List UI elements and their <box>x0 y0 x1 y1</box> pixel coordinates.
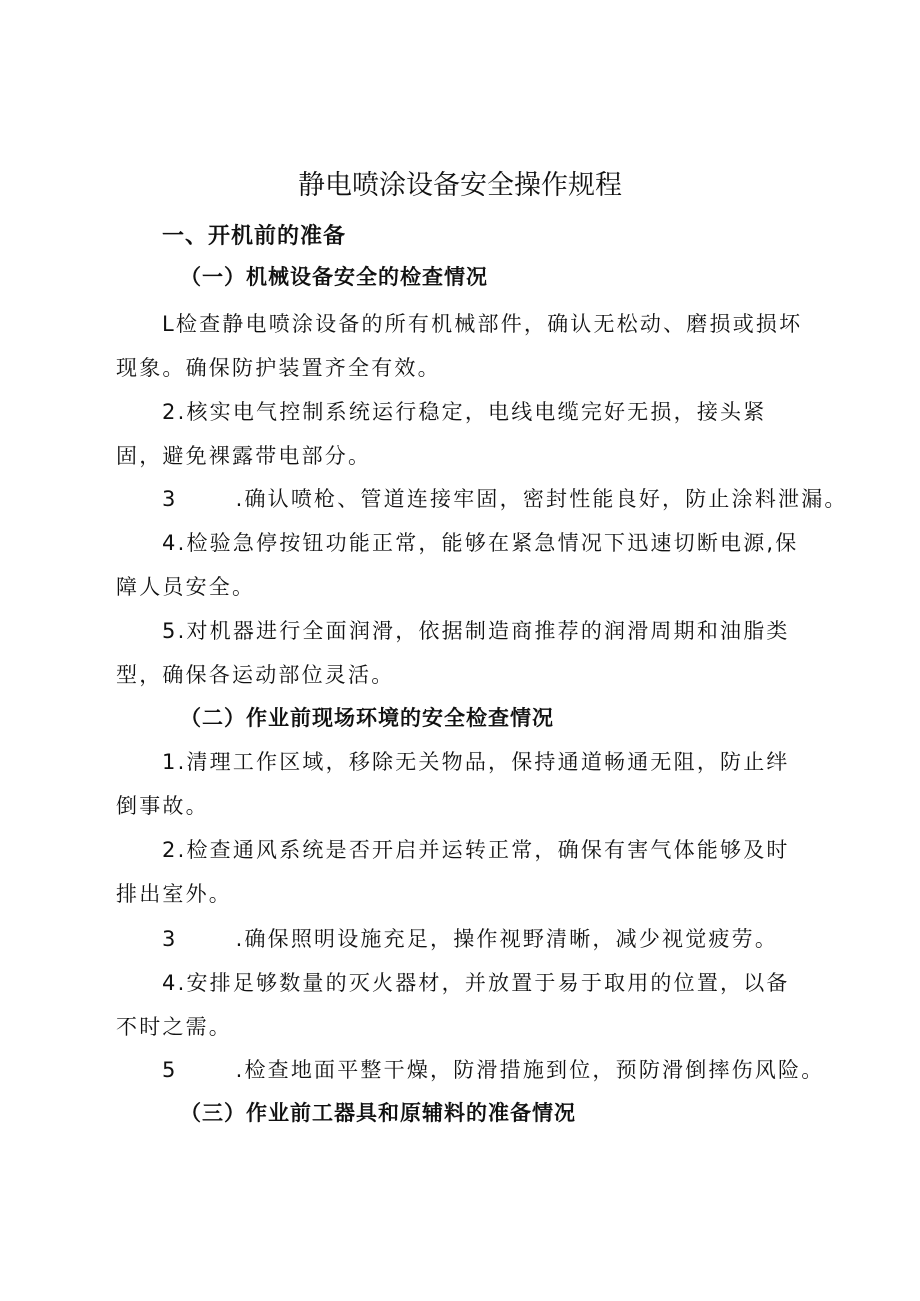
subsection-heading-environment: （二）作业前现场环境的安全检查情况 <box>180 706 554 730</box>
subsection-heading-tools-materials: （三）作业前工器具和原辅料的准备情况 <box>180 1101 576 1125</box>
document-title: 静电喷涂设备安全操作规程 <box>298 170 622 201</box>
item-number: 5 <box>162 1058 178 1082</box>
item-text: .安排足够数量的灭火器材，并放置于易于取用的位置，以备不时之需。 <box>116 971 790 1039</box>
paragraph-item <box>116 961 806 1049</box>
item-number: 4 <box>162 971 178 995</box>
paragraph-item <box>162 484 848 514</box>
paragraph-item <box>162 924 778 954</box>
item-text: .对机器进行全面润滑，依据制造商推荐的润滑周期和油脂类型，确保各运动部位灵活。 <box>116 619 790 687</box>
item-number: 2 <box>162 838 178 862</box>
item-text: .核实电气控制系统运行稳定，电线电缆完好无损，接头紧固，避免裸露带电部分。 <box>116 400 767 468</box>
paragraph-item <box>116 302 806 390</box>
item-text: .检查通风系统是否开启并运转正常，确保有害气体能够及时排出室外。 <box>116 838 790 906</box>
paragraph-item <box>116 828 806 916</box>
paragraph-item <box>116 521 806 609</box>
item-number: 3 <box>162 487 178 511</box>
item-number: 2 <box>162 400 178 424</box>
item-text: .检查地面平整干燥，防滑措施到位，预防滑倒摔伤风险。 <box>235 1058 825 1082</box>
paragraph-item <box>116 390 806 478</box>
item-number: 4 <box>162 531 178 555</box>
paragraph-item <box>162 1055 824 1085</box>
paragraph-item <box>116 609 806 697</box>
item-text: .清理工作区域，移除无关物品，保持通道畅通无阻，防止绊倒事故。 <box>116 750 790 818</box>
item-number: 3 <box>162 927 178 951</box>
item-number: 1 <box>162 750 178 774</box>
item-text: .确保照明设施充足，操作视野清晰，减少视觉疲劳。 <box>235 927 779 951</box>
item-number: L <box>162 312 176 336</box>
item-text: .检验急停按钮功能正常，能够在紧急情况下迅速切断电源,保障人员安全。 <box>116 531 799 599</box>
subsection-heading-machinery: （一）机械设备安全的检查情况 <box>180 265 488 289</box>
section-heading-preparation: 一、开机前的准备 <box>162 224 347 249</box>
item-text: .确认喷枪、管道连接牢固，密封性能良好，防止涂料泄漏。 <box>235 487 848 511</box>
item-number: 5 <box>162 619 178 643</box>
item-text: 检查静电喷涂设备的所有机械部件，确认无松动、磨损或损坏现象。确保防护装置齐全有效。 <box>116 312 803 380</box>
paragraph-item <box>116 740 806 828</box>
